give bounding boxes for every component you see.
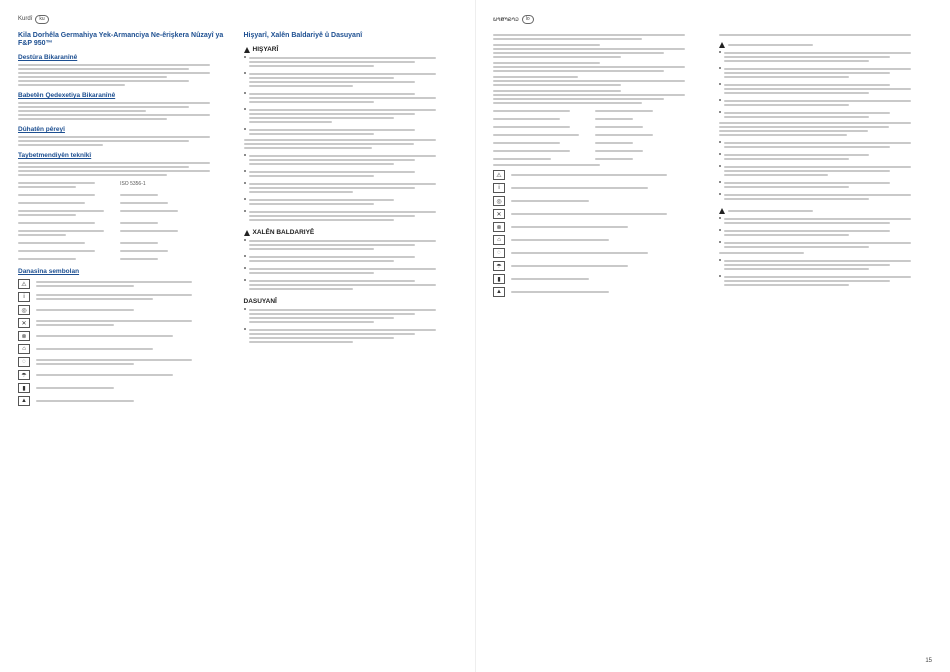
symbol-icon: ◌ [18,357,30,367]
symbol-icon: ☂ [18,370,30,380]
symbol-icon: ▲ [18,396,30,406]
symbols-heading: Danasîna sembolan [18,268,80,275]
left-column-2 [244,32,458,409]
paragraph [18,64,232,86]
section-heading: Taybetmendiyên teknîkî [18,152,92,159]
symbol-icon: ⊗ [493,222,505,232]
symbol-icon: ▮ [493,274,505,284]
symbol-icon: ◎ [18,305,30,315]
symbol-icon: ◌ [493,248,505,258]
paragraph [18,136,232,146]
symbol-icon: ⚠ [18,279,30,289]
symbol-icon: i [18,292,30,302]
disclaimer-label: DASUYANÎ [243,298,277,305]
symbol-icon: ✕ [493,209,505,219]
symbol-icon: ▲ [493,287,505,297]
spec-row [18,180,232,190]
symbol-icon: ⌂ [18,344,30,354]
document-title: Kila Dorhêla Germahiya Yek-Armanciya Ne-êrişkera Nûzayî ya F&P 950™ [18,32,224,47]
symbol-icon: ◎ [493,196,505,206]
right-column-1 [493,32,707,300]
language-tag [18,14,457,24]
warning-icon [719,42,725,48]
section-heading: Babetên Qedexetiya Bikaranînê [18,92,116,99]
page-number: 15 [925,658,932,664]
warning-heading [244,46,458,53]
symbol-icon: ⚠ [493,170,505,180]
symbol-icon: ☂ [493,261,505,271]
section-title: Hişyarî, Xalên Baldariyê û Dasuyanî [243,32,363,39]
symbol-icon: ⊗ [18,331,30,341]
symbol-icon: ✕ [18,318,30,328]
symbol-icon: ▮ [18,383,30,393]
symbol-icon: ⌂ [493,235,505,245]
section-heading: Destûra Bikaranînê [18,54,78,61]
warning-icon [244,47,250,53]
language-name: ພາສາລາວ [493,16,519,23]
section-heading: Dûhatên pêreyî [18,126,65,133]
iso-code: ISO 5356-1 [120,181,146,187]
paragraph [18,162,232,176]
language-name: Kurdî [18,16,33,22]
warning-label: HIŞYARÎ [252,46,279,53]
paragraph [18,102,232,120]
caution-heading [244,229,458,236]
caution-icon [719,208,725,214]
left-column-1 [18,32,232,409]
right-page [475,0,950,672]
caution-icon [244,230,250,236]
language-code: ku [35,15,48,24]
disclaimer-heading [244,298,458,305]
caution-label: XALÊN BALDARIYÊ [252,229,315,236]
language-tag [493,14,932,24]
right-column-2 [719,32,933,300]
caution-heading [719,208,933,214]
warning-heading [719,42,933,48]
language-code: lo [522,15,534,24]
symbol-icon: i [493,183,505,193]
